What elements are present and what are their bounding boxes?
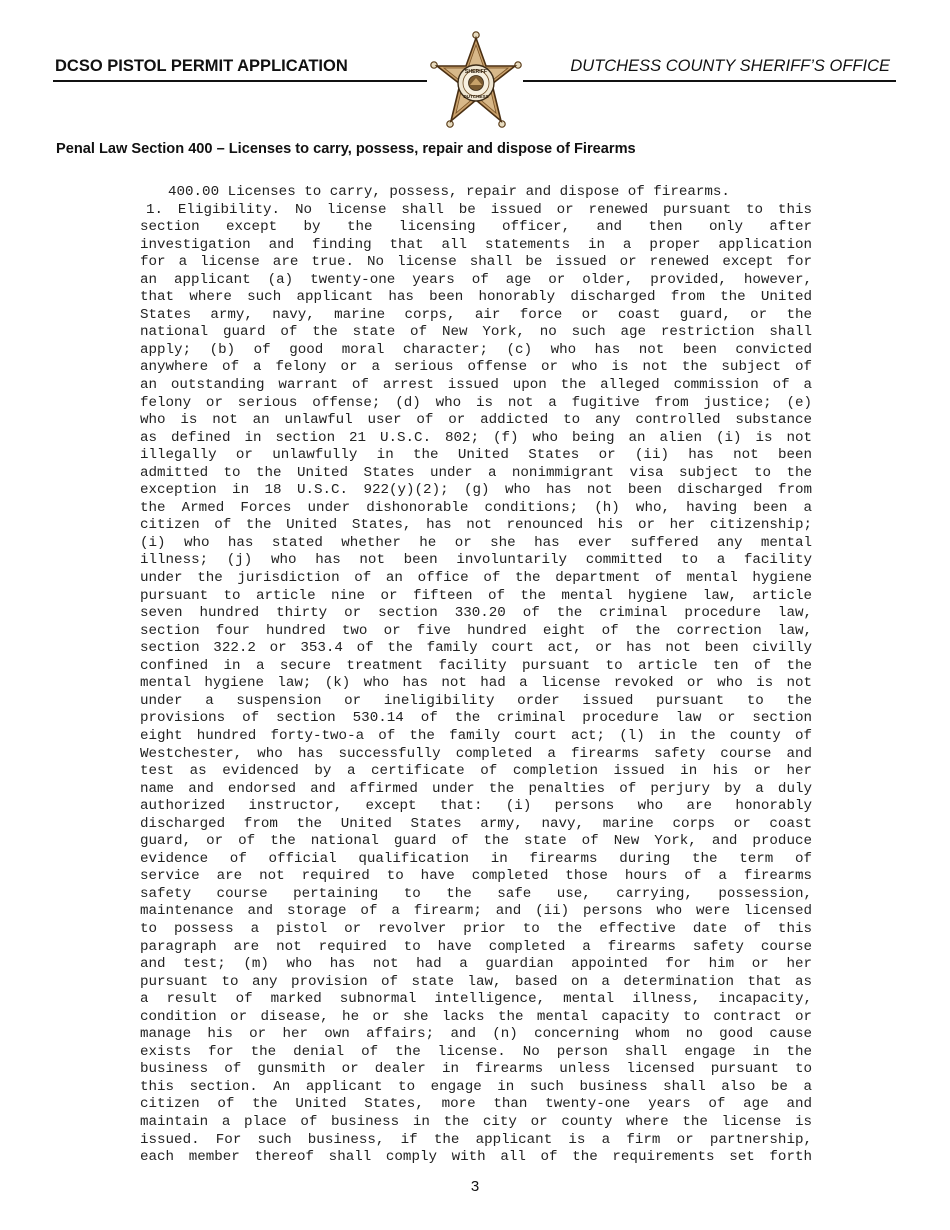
- law-text-line: seven hundred thirty or section 330.20 of the criminal procedure law,: [140, 605, 812, 622]
- law-text-line: condition or disease, he or she lacks the mental capacity to contract or: [140, 1008, 812, 1025]
- law-text-line: apply; (b) of good moral character; (c) who has not been convicted: [140, 341, 812, 358]
- law-text-line: evidence of official qualification in firearms during the term of: [140, 850, 812, 867]
- law-text-line: business of gunsmith or dealer in firearms unless licensed pursuant to: [140, 1061, 812, 1078]
- law-text-line: to possess a pistol or revolver prior to the effective date of this: [140, 920, 812, 937]
- law-text-line: under the jurisdiction of an office of the department of mental hygiene: [140, 570, 812, 587]
- law-text-line: test as evidenced by a certificate of completion issued in his or her: [140, 763, 812, 780]
- law-text-line: under a suspension or ineligibility order issued pursuant to the: [140, 692, 812, 709]
- law-text-line: 1. Eligibility. No license shall be issued or renewed pursuant to this: [146, 201, 812, 218]
- badge-bottom-text: DUTCHESS: [463, 94, 489, 99]
- law-text-line: admitted to the United States under a nonimmigrant visa subject to the: [140, 464, 812, 481]
- law-text-line: exception in 18 U.S.C. 922(y)(2); (g) who has not been discharged from: [140, 482, 812, 499]
- law-text-line: guard, or of the national guard of the state of New York, and produce: [140, 833, 812, 850]
- law-text-line: mental hygiene law; (k) who has not had a license revoked or who is not: [140, 675, 812, 692]
- badge-top-text: SHERIFF: [464, 69, 488, 75]
- law-text-line: safety course pertaining to the safe use, carrying, possession,: [140, 885, 812, 902]
- header-right-title: DUTCHESS COUNTY SHERIFF’S OFFICE: [570, 57, 890, 75]
- header-rule-right: [523, 80, 896, 82]
- law-text-line: anywhere of a felony or a serious offense or who is not the subject of: [140, 359, 812, 376]
- header-left-title: DCSO PISTOL PERMIT APPLICATION: [55, 57, 348, 75]
- law-text-line: confined in a secure treatment facility pursuant to article ten of the: [140, 657, 812, 674]
- law-text-line: exists for the denial of the license. No person shall engage in the: [140, 1043, 812, 1060]
- law-text-line: maintenance and storage of a firearm; and (ii) persons who were licensed: [140, 903, 812, 920]
- law-text-line: section except by the licensing officer, and then only after: [140, 219, 812, 236]
- law-text-line: issued. For such business, if the applicant is a firm or partnership,: [140, 1131, 812, 1148]
- law-text-line: paragraph are not required to have completed a firearms safety course: [140, 938, 812, 955]
- law-text-line: name and endorsed and affirmed under the penalties of perjury by a duly: [140, 780, 812, 797]
- law-text-line: (i) who has stated whether he or she has ever suffered any mental: [140, 534, 812, 551]
- page-number: 3: [470, 1178, 480, 1195]
- law-text-line: an outstanding warrant of arrest issued upon the alleged commission of a: [140, 377, 812, 394]
- law-text-line: illness; (j) who has not been involuntarily committed to a facility: [140, 552, 812, 569]
- law-text-line: section four hundred two or five hundred eight of the correction law,: [140, 622, 812, 639]
- law-text-line: an applicant (a) twenty-one years of age or older, provided, however,: [140, 271, 812, 288]
- law-text-line: for a license are true. No license shall be issued or renewed except for: [140, 254, 812, 271]
- law-text-line: this section. An applicant to engage in such business shall also be a: [140, 1078, 812, 1095]
- law-text-line: illegally or unlawfully in the United States or (ii) has not been: [140, 447, 812, 464]
- law-text-line: maintain a place of business in the city or county where the license is: [140, 1113, 812, 1130]
- law-text-line: eight hundred forty-two-a of the family court act; (l) in the county of: [140, 727, 812, 744]
- law-text-line: a result of marked subnormal intelligence, mental illness, incapacity,: [140, 991, 812, 1008]
- law-text-line: Westchester, who has successfully completed a firearms safety course and: [140, 745, 812, 762]
- law-text-line: national guard of the state of New York, no such age restriction shall: [140, 324, 812, 341]
- law-text-line: who is not an unlawful user of or addicted to any controlled substance: [140, 412, 812, 429]
- header-rule-left: [53, 80, 427, 82]
- law-text-line: citizen of the United States, more than twenty-one years of age and: [140, 1096, 812, 1113]
- law-text-line: that where such applicant has been honorably discharged from the United: [140, 289, 812, 306]
- law-text-line: pursuant to any provision of state law, based on a determination that as: [140, 973, 812, 990]
- law-text-line: section 322.2 or 353.4 of the family court act, or has not been civilly: [140, 640, 812, 657]
- law-text-line: service are not required to have completed those hours of a firearms: [140, 868, 812, 885]
- law-text-line: the Armed Forces under dishonorable conditions; (h) who, having been a: [140, 499, 812, 516]
- law-text-line: States army, navy, marine corps, air force or coast guard, or the: [140, 306, 812, 323]
- law-text-block: [140, 184, 812, 1167]
- law-text-line: pursuant to article nine or fifteen of the mental hygiene law, article: [140, 587, 812, 604]
- law-text-line: each member thereof shall comply with all of the requirements set forth: [140, 1149, 812, 1166]
- law-text-line: authorized instructor, except that: (i) persons who are honorably: [140, 798, 812, 815]
- law-text-line: 400.00 Licenses to carry, possess, repair and dispose of firearms.: [168, 184, 730, 200]
- law-text-line: investigation and finding that all statements in a proper application: [140, 236, 812, 253]
- law-text-line: citizen of the United States, has not renounced his or her citizenship;: [140, 517, 812, 534]
- law-text-line: discharged from the United States army, navy, marine corps or coast: [140, 815, 812, 832]
- law-text-line: manage his or her own affairs; and (n) concerning whom no good cause: [140, 1026, 812, 1043]
- law-text-line: as defined in section 21 U.S.C. 802; (f) who being an alien (i) is not: [140, 429, 812, 446]
- sheriff-star-badge-icon: [430, 31, 522, 130]
- law-text-line: felony or serious offense; (d) who is not a fugitive from justice; (e): [140, 394, 812, 411]
- law-text-line: and test; (m) who has not had a guardian appointed for him or her: [140, 956, 812, 973]
- section-heading: Penal Law Section 400 – Licenses to carry, possess, repair and dispose of Firearms: [56, 141, 636, 157]
- law-text-line: provisions of section 530.14 of the criminal procedure law or section: [140, 710, 812, 727]
